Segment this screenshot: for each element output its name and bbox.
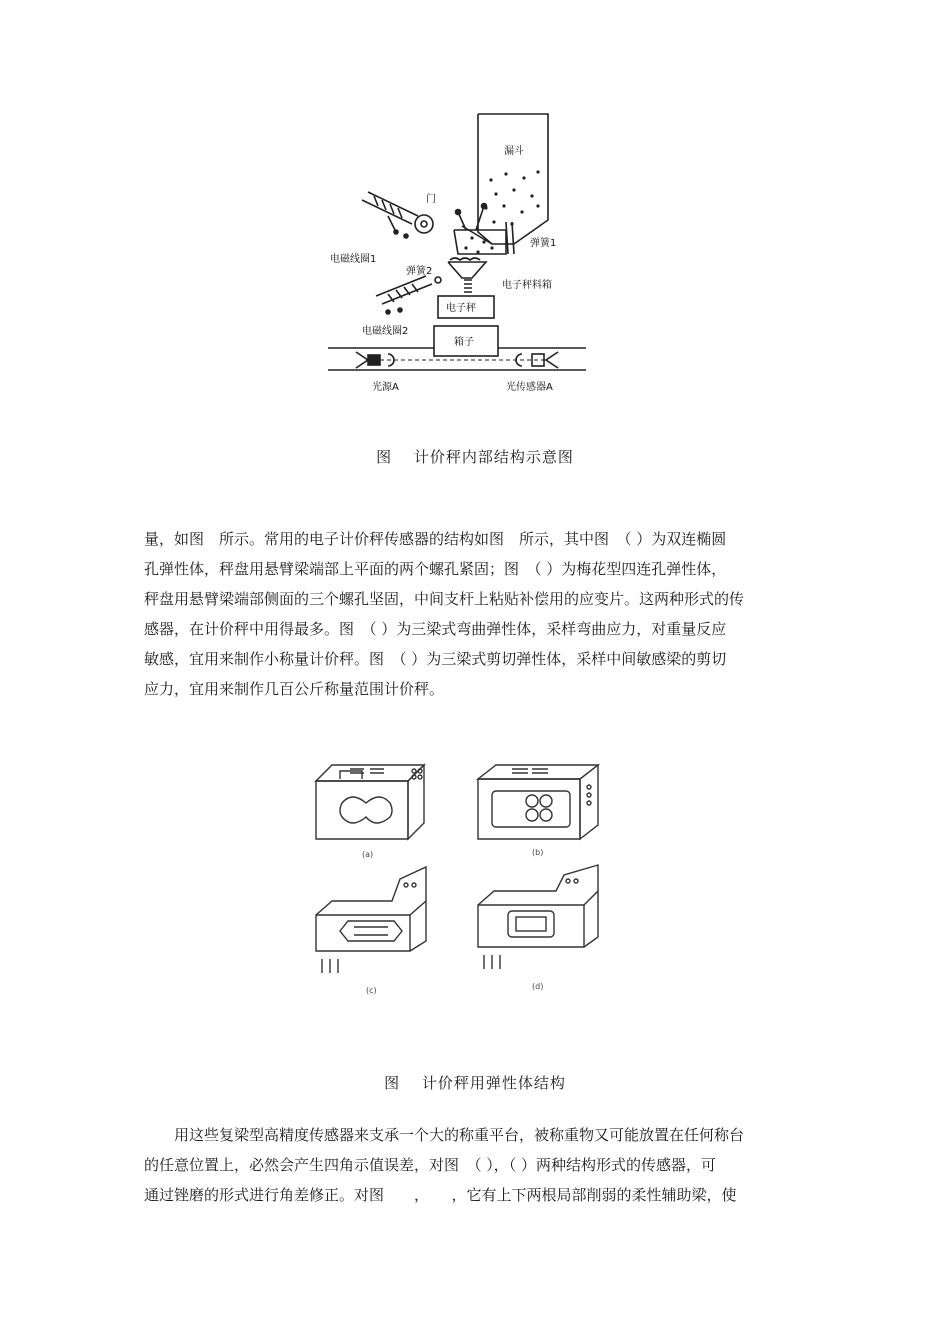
label-coil2: 电磁线圈2 bbox=[362, 326, 409, 337]
figure2-caption: 图 计价秤用弹性体结构 bbox=[384, 1074, 566, 1092]
paragraph1-line: 秤盘用悬臂梁端部侧面的三个螺孔坚固，中间支杆上粘贴补偿用的应变片。这两种形式的传 bbox=[144, 590, 745, 608]
sublabel-a: (a) bbox=[362, 850, 374, 859]
sublabel-c: (c) bbox=[366, 986, 377, 995]
label-light-sensor: 光传感器A bbox=[506, 382, 553, 393]
paragraph1-line: 敏感，宜用来制作小称量计价秤。图 （ ）为三梁式剪切弹性体，采样中间敏感梁的剪切 bbox=[144, 650, 727, 668]
scale-funnel bbox=[448, 262, 486, 278]
figure1-caption: 图 计价秤内部结构示意图 bbox=[376, 448, 574, 466]
paragraph2 bbox=[144, 1120, 812, 1210]
paragraph1-line: 量，如图 所示。常用的电子计价秤传感器的结构如图 所示，其中图 （ ）为双连椭圆 bbox=[144, 530, 727, 548]
paragraph2-line: 通过锉磨的形式进行角差修正。对图 ， ，它有上下两根局部削弱的柔性辅助梁，使 bbox=[144, 1186, 737, 1204]
paragraph1-line: 感器，在计价秤中用得最多。图 （ ）为三梁式弯曲弹性体，采样弯曲应力，对重量反应 bbox=[144, 620, 727, 638]
paragraph1 bbox=[144, 524, 812, 704]
label-box: 箱子 bbox=[454, 337, 474, 348]
paragraph2-line: 的任意位置上，必然会产生四角示值误差，对图 （ ），（ ）两种结构形式的传感器，可 bbox=[144, 1156, 717, 1174]
elastic-body-a bbox=[316, 765, 424, 839]
paragraph1-line: 孔弹性体，秤盘用悬臂梁端部上平面的两个螺孔紧固；图 （ ）为梅花型四连孔弹性体， bbox=[144, 560, 727, 578]
coil1 bbox=[362, 192, 433, 238]
sublabel-b: (b) bbox=[532, 848, 544, 857]
label-gate: 门 bbox=[426, 194, 436, 205]
label-spring1: 弹簧1 bbox=[530, 238, 557, 249]
label-scale: 电子秤 bbox=[446, 303, 476, 314]
elastic-body-c bbox=[316, 867, 426, 973]
label-scale-box: 电子秤料箱 bbox=[502, 280, 552, 291]
sublabel-d: (d) bbox=[532, 982, 544, 991]
label-light-source: 光源A bbox=[372, 382, 399, 393]
label-hopper: 漏斗 bbox=[504, 146, 524, 157]
elastic-body-figure bbox=[306, 755, 616, 995]
label-spring2: 弹簧2 bbox=[406, 266, 433, 277]
coil2 bbox=[376, 276, 441, 314]
paragraph2-line: 用这些复梁型高精度传感器来支承一个大的称重平台，被称重物又可能放置在任何称台 bbox=[174, 1126, 745, 1144]
elastic-body-d bbox=[478, 865, 598, 969]
paragraph1-line: 应力，宜用来制作几百公斤称量范围计价秤。 bbox=[144, 680, 445, 698]
scale-structure-figure bbox=[326, 112, 588, 404]
hopper-particles bbox=[464, 170, 539, 253]
label-coil1: 电磁线圈1 bbox=[330, 254, 377, 265]
elastic-body-b bbox=[478, 765, 598, 839]
